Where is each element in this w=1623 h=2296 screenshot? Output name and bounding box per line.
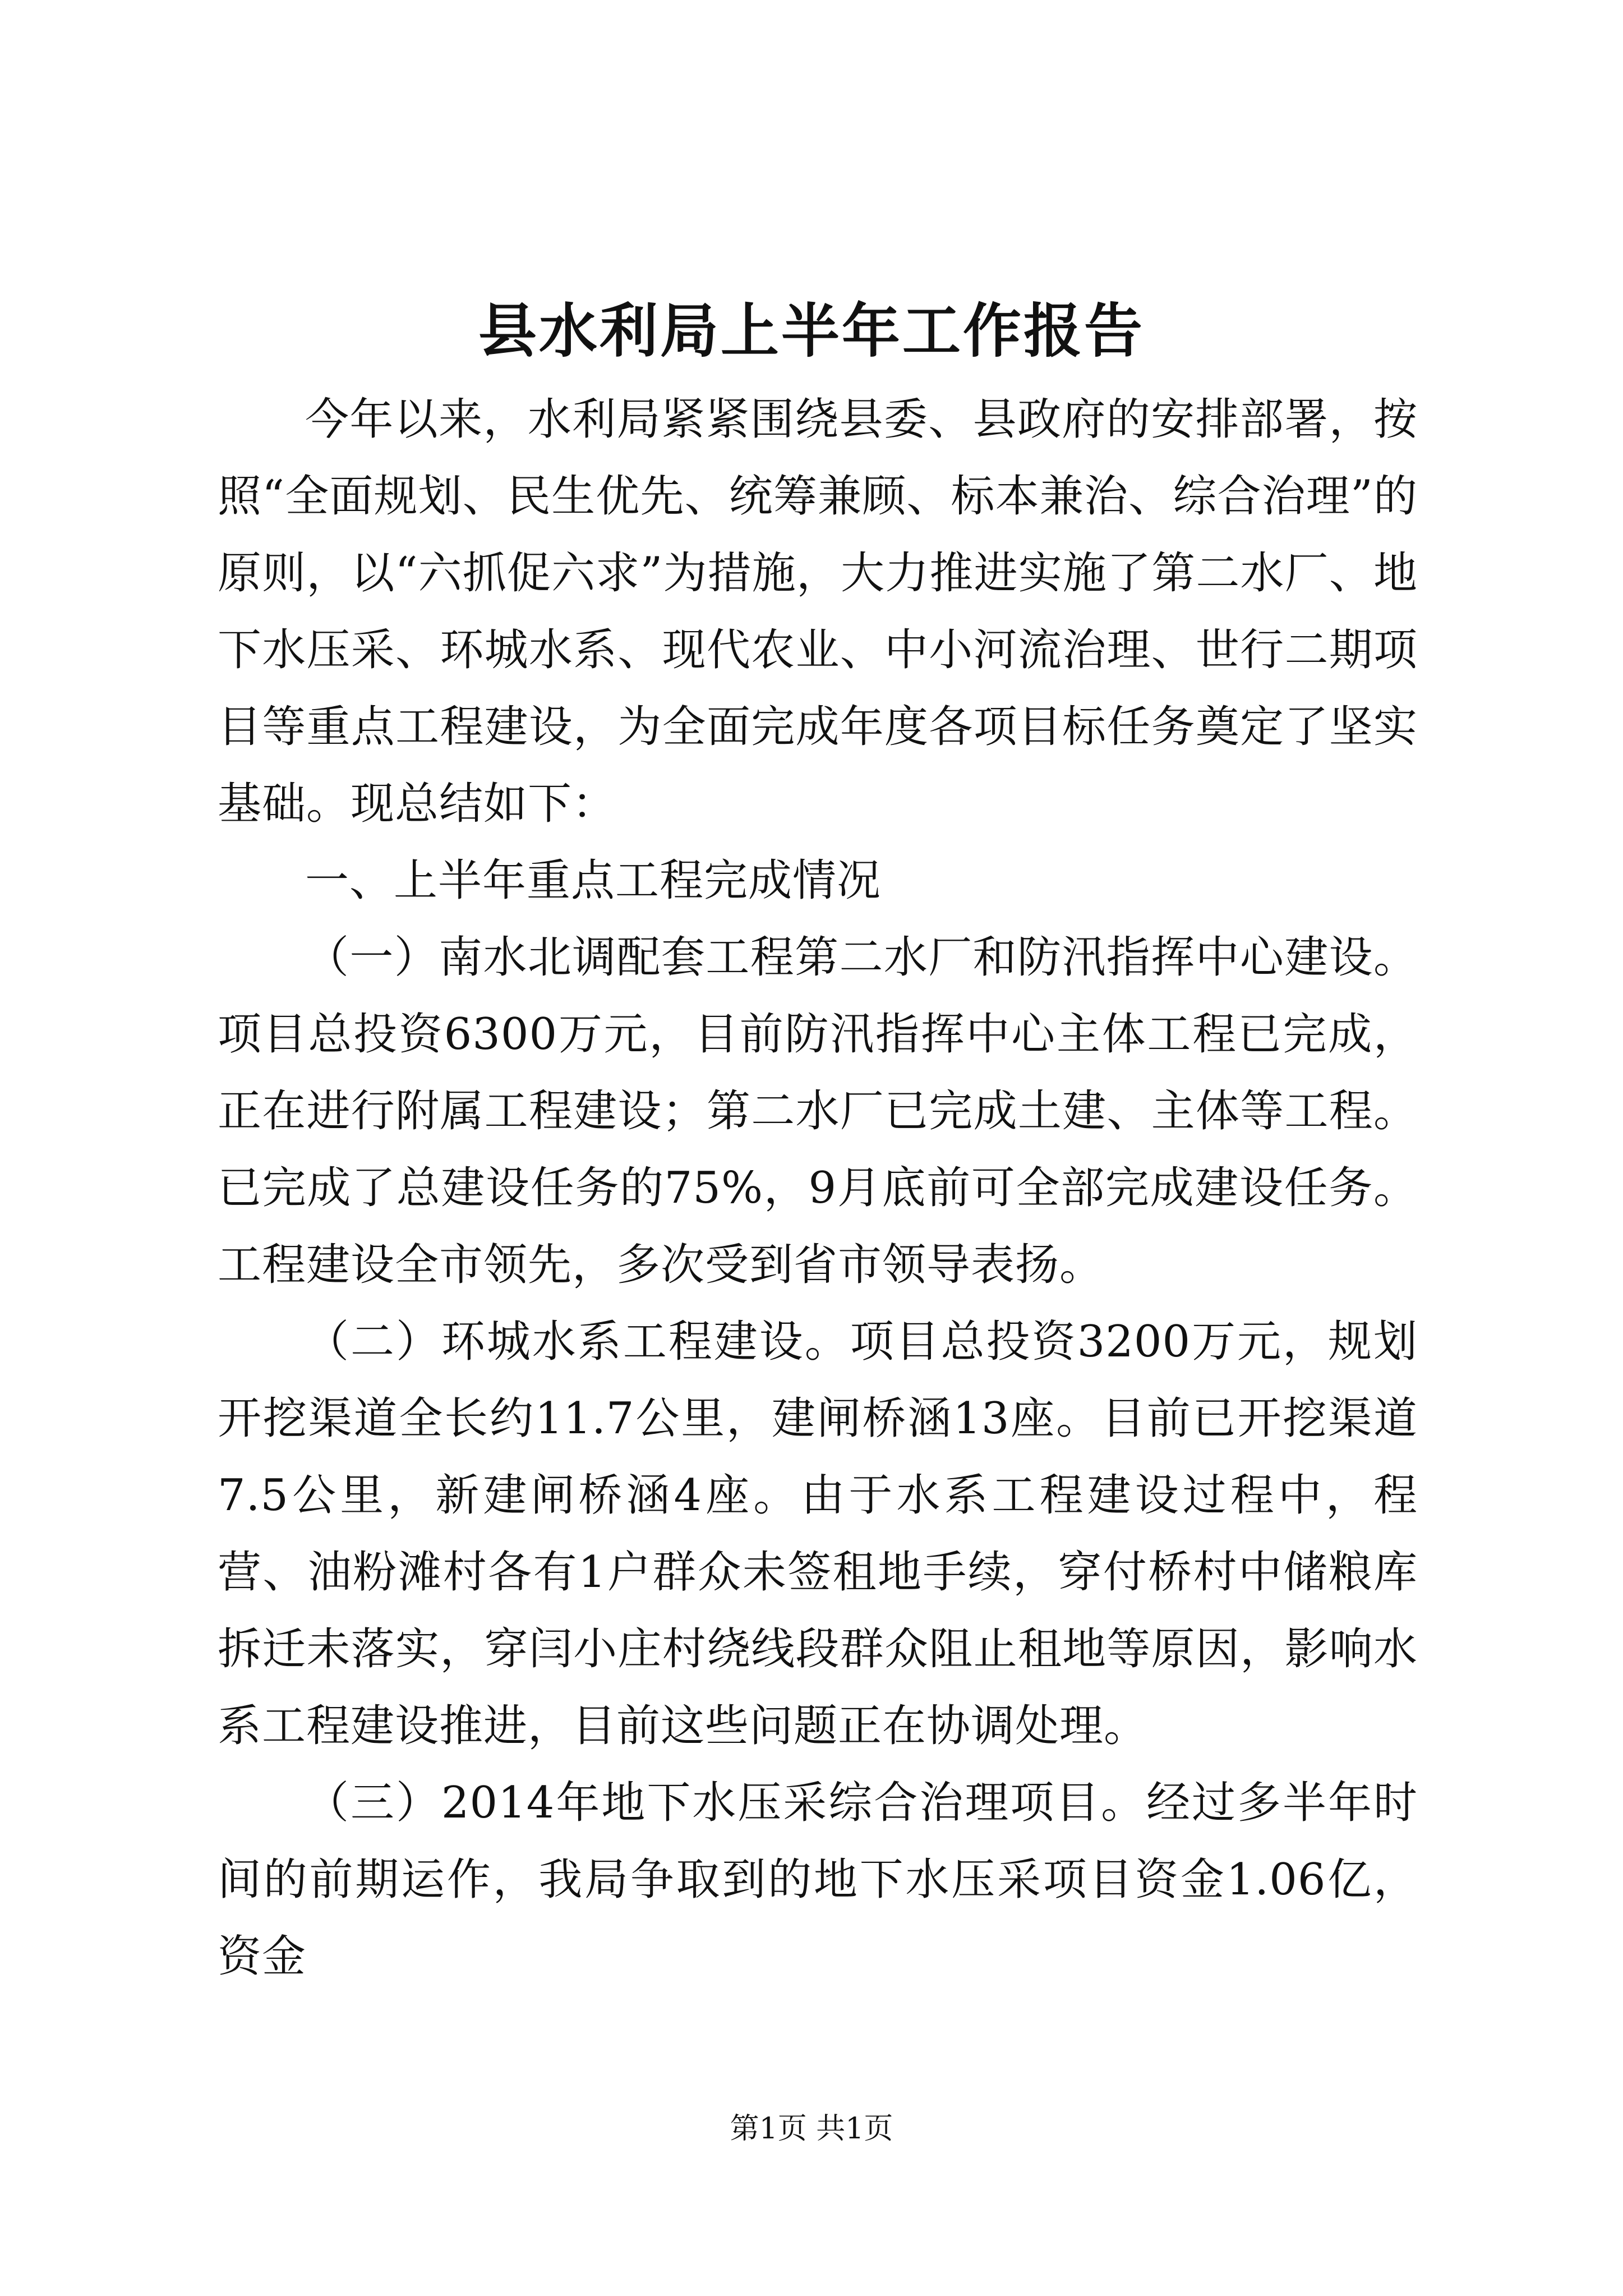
document-body	[218, 381, 1418, 1995]
paragraph-item-2: （二）环城水系工程建设。项目总投资3200万元，规划开挖渠道全长约11.7公里，建闸桥涵13座。目前已开挖渠道7.5公里，新建闸桥涵4座。由于水系工程建设过程中，程营、油粉滩村各有1户群众未签租地手续，穿付桥村中储粮库拆迁未落实，穿闫小庄村绕线段群众阻止租地等原因，影响水系工程建设推进，目前这些问题正在协调处理。	[218, 1317, 1418, 1751]
section-heading: 一、上半年重点工程完成情况	[305, 855, 882, 906]
paragraph-item-1: （一）南水北调配套工程第二水厂和防汛指挥中心建设。项目总投资6300万元，目前防汛指挥中心主体工程已完成，正在进行附属工程建设；第二水厂已完成土建、主体等工程。已完成了总建设任务的75%，9月底前可全部完成建设任务。工程建设全市领先，多次受到省市领导表扬。	[218, 932, 1418, 1290]
paragraph-intro: 今年以来，水利局紧紧围绕县委、县政府的安排部署，按照“全面规划、民生优先、统筹兼顾、标本兼治、综合治理”的原则，以“六抓促六求”为措施，大力推进实施了第二水厂、地下水压采、环城水系、现代农业、中小河流治理、世行二期项目等重点工程建设，为全面完成年度各项目标任务奠定了坚实基础。现总结如下：	[218, 394, 1418, 829]
page-footer: 第1页 共1页	[730, 2112, 893, 2146]
document-title: 县水利局上半年工作报告	[478, 296, 1145, 365]
paragraph-item-3: （三）2014年地下水压采综合治理项目。经过多半年时间的前期运作，我局争取到的地下水压采项目资金1.06亿，资金	[218, 1778, 1418, 1982]
